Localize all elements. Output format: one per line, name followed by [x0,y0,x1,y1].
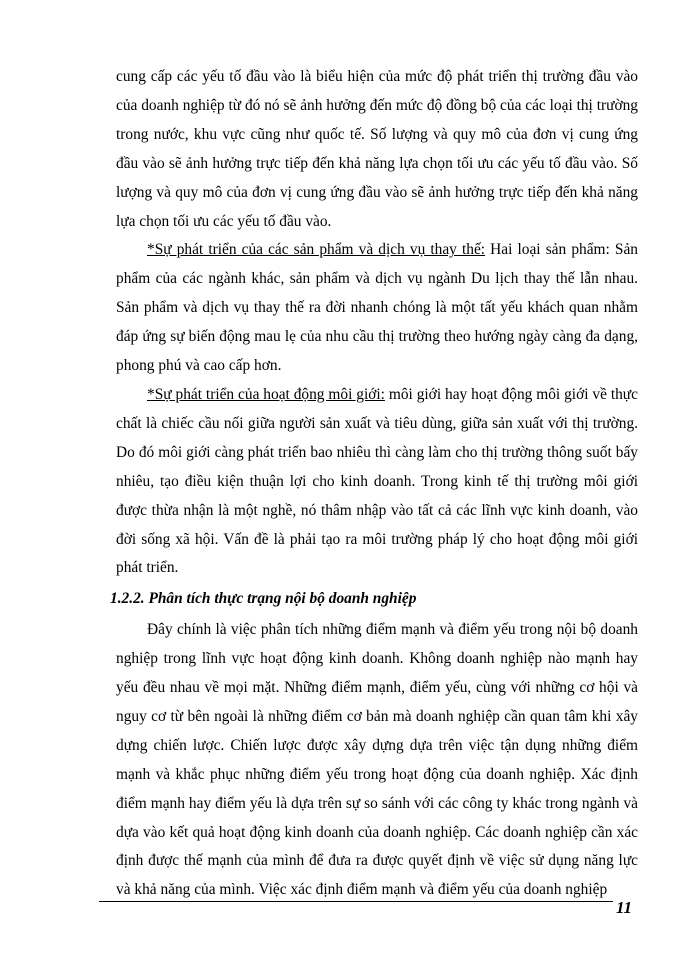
brokerage-body: môi giới hay hoạt động môi giới về thực chất là chiếc cầu nối giữa người sản xuất và tiêu dùng, giữa sản xuất với thị trường. Do đó môi giới càng phát triển bao nhiêu thì càng làm cho thị trường thông suốt bấy nhiêu, tạo điều kiện thuận lợi cho kinh doanh. Trong kinh tế thị trường môi giới được thừa nhận là một nghề, nó thâm nhập vào tất cả các lĩnh vực kinh doanh, vào đời sống xã hội. Vấn đề là phải tạo ra môi trường pháp lý cho hoạt động môi giới phát triển. [116,385,638,577]
brokerage-title: *Sự phát triển của hoạt động môi giới: [147,385,385,403]
footer-rule [99,901,613,902]
page-number: 11 [616,898,633,917]
substitutes-body: Hai loại sản phẩm: Sản phẩm của các ngành khác, sản phẩm và dịch vụ ngành Du lịch thay thế lẫn nhau. Sản phẩm và dịch vụ thay thế ra đời nhanh chóng là một tất yếu khách quan nhằm đáp ứng sự biến động mau lẹ của nhu cầu thị trường theo hướng ngày càng đa dạng, phong phú và cao cấp hơn. [116,241,638,375]
body-text [110,63,638,905]
paragraph-brokerage [116,381,638,583]
paragraph-internal-analysis: Đây chính là việc phân tích những điểm mạnh và điểm yếu trong nội bộ doanh nghiệp trong lĩnh vực hoạt động kinh doanh. Không doanh nghiệp nào mạnh hay yếu đều nhau về mọi mặt. Những điểm mạnh, điểm yếu, cùng với những cơ hội và nguy cơ từ bên ngoài là những điểm cơ bản mà doanh nghiệp cần quan tâm khi xây dựng chiến lược. Chiến lược được xây dựng dựa trên việc tận dụng những điểm mạnh và khắc phục những điểm yếu trong hoạt động của doanh nghiệp. Xác định điểm mạnh hay điểm yếu là dựa trên sự so sánh với các công ty khác trong ngành và dựa vào kết quả hoạt động kinh doanh của doanh nghiệp. Các doanh nghiệp cần xác định được thế mạnh của mình để đưa ra được quyết định về việc sử dụng năng lực và khả năng của mình. Việc xác định điểm mạnh và điểm yếu của doanh nghiệp [116,621,638,899]
paragraph-substitutes [116,236,638,381]
section-heading: 1.2.2. Phân tích thực trạng nội bộ doanh nghiệp [110,590,417,608]
paragraph-supply-inputs: cung cấp các yếu tố đầu vào là biểu hiện của mức độ phát triển thị trường đầu vào của doanh nghiệp từ đó nó sẽ ảnh hưởng đến mức độ đồng bộ của các loại thị trường trong nước, khu vực cũng như quốc tế. Số lượng và quy mô của đơn vị cung ứng đầu vào sẽ ảnh hưởng trực tiếp đến khả năng lựa chọn tối ưu các yếu tố đầu vào. Số lượng và quy mô của đơn vị cung ứng đầu vào sẽ ảnh hưởng trực tiếp đến khả năng lựa chọn tối ưu các yếu tố đầu vào. [116,68,638,230]
substitutes-title: *Sự phát triển của các sản phẩm và dịch vụ thay thế: [147,241,486,259]
